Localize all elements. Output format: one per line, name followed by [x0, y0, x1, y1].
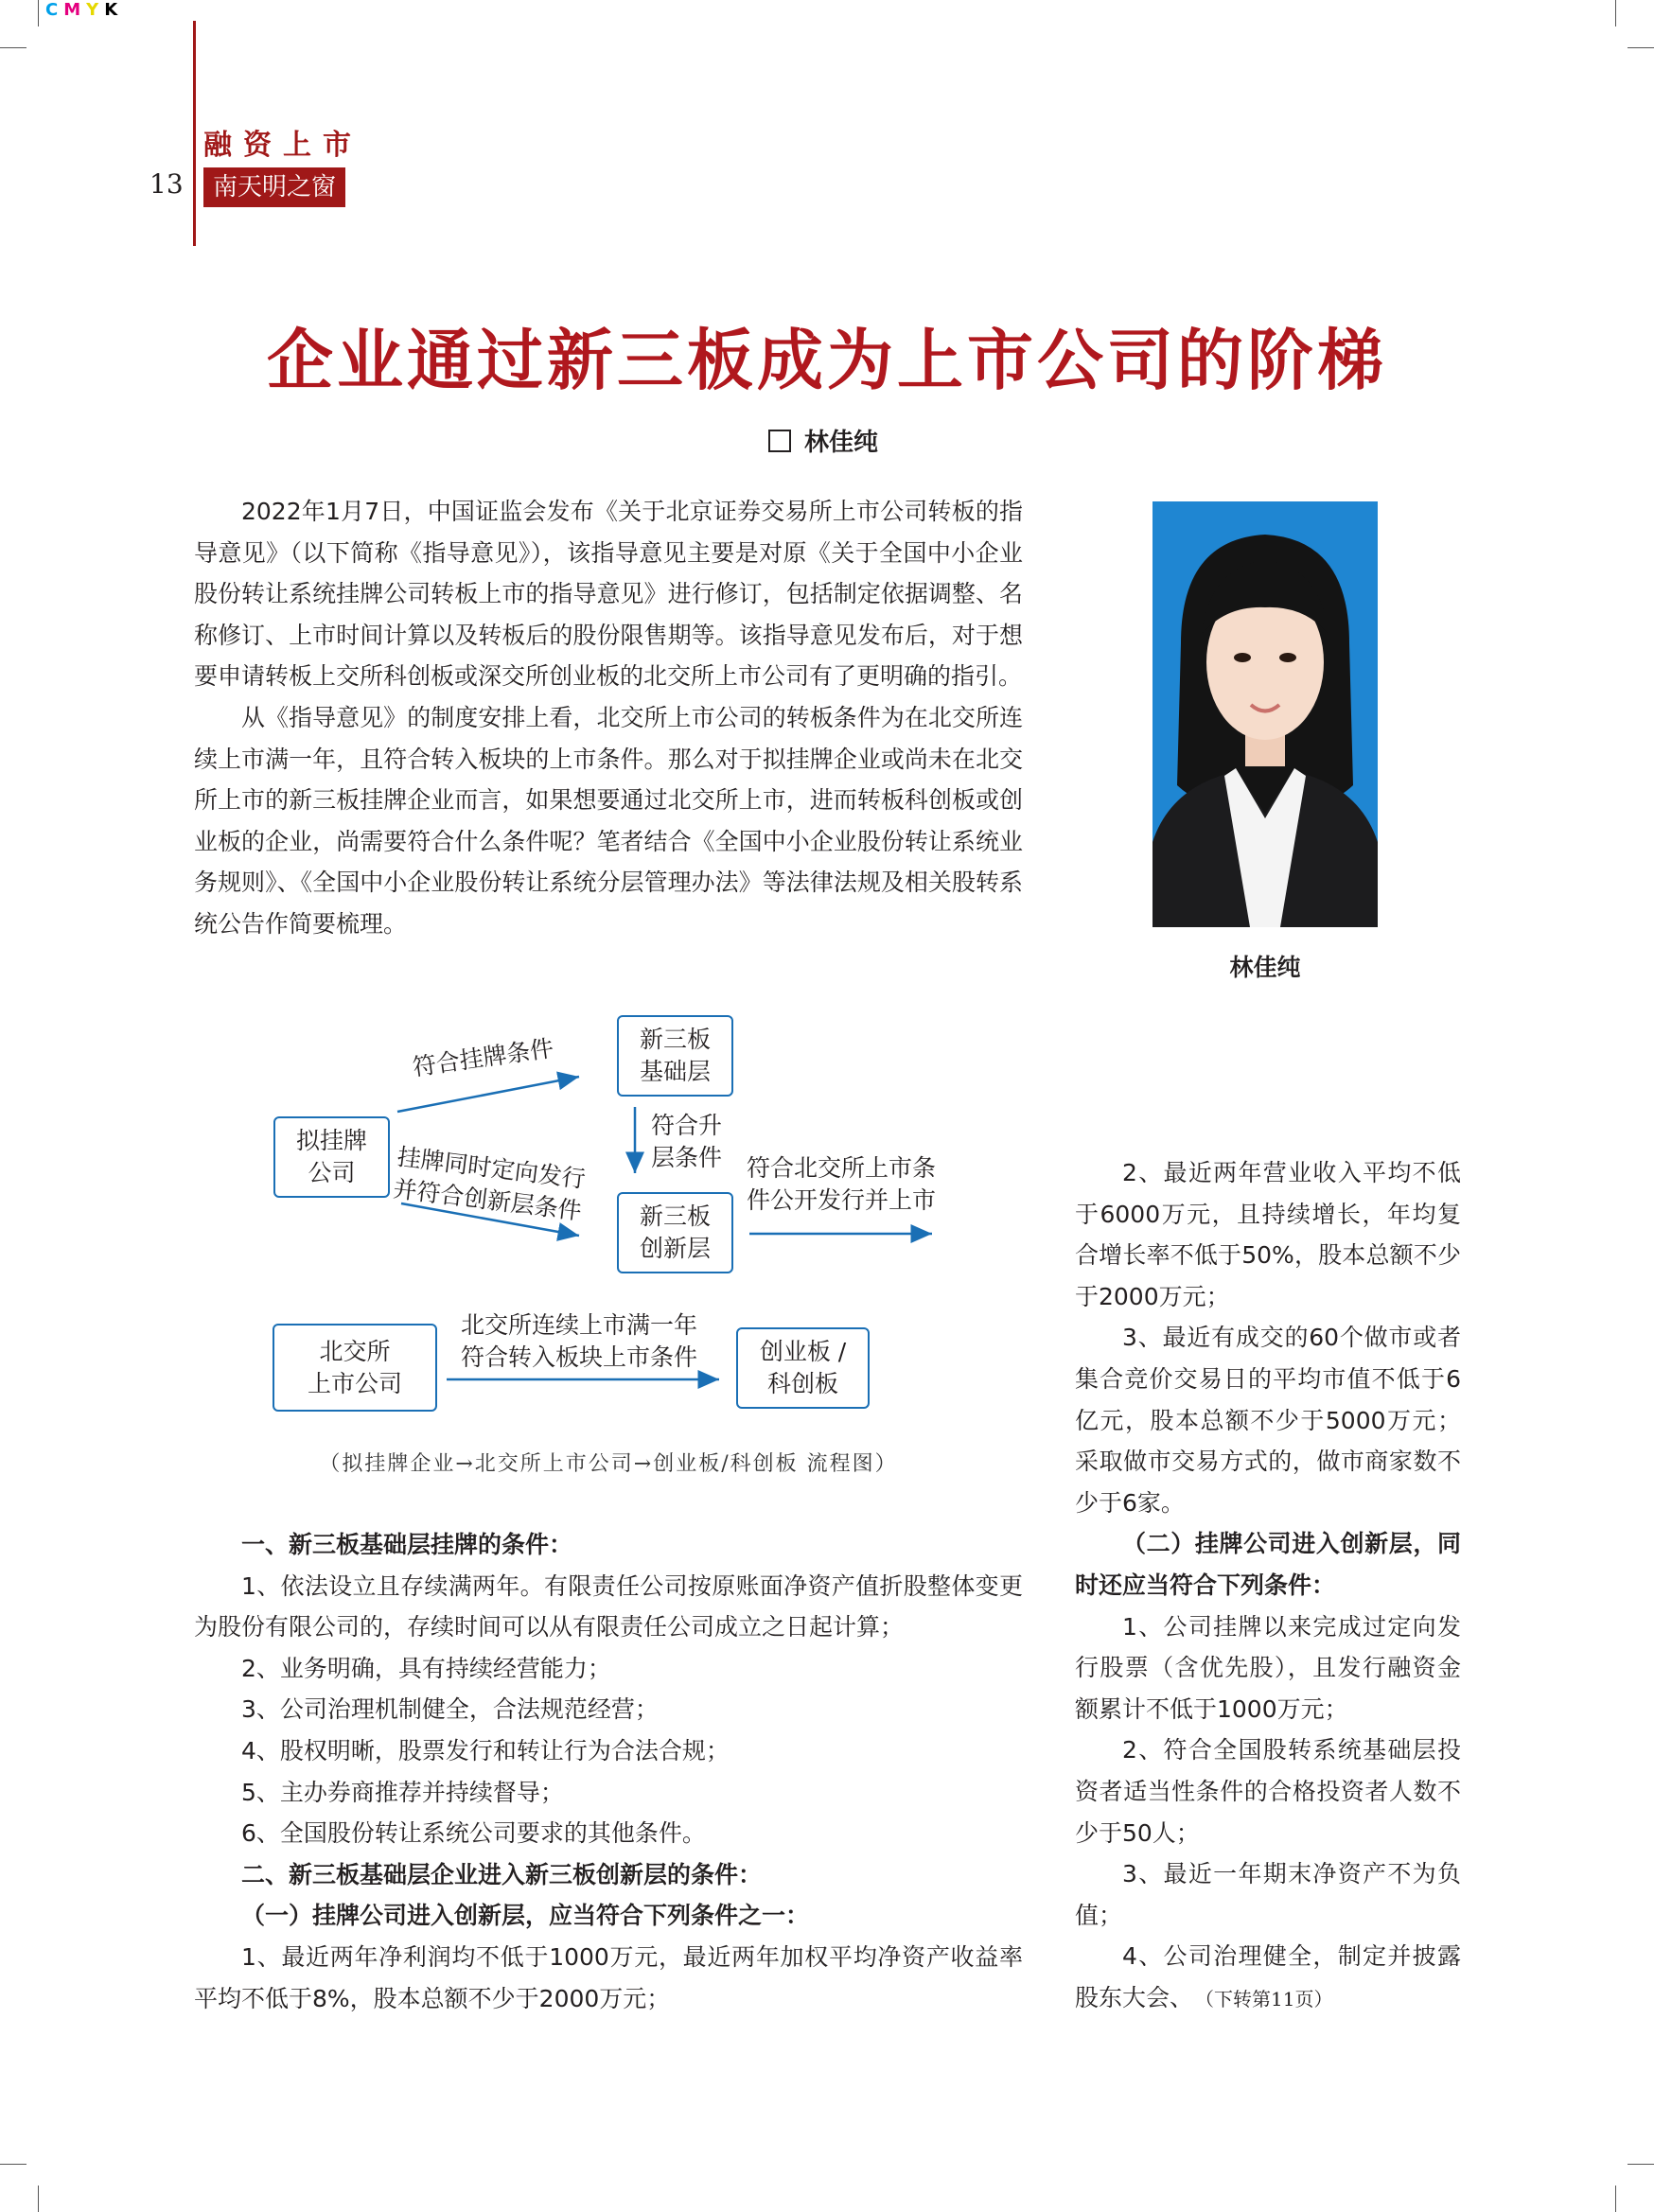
photo-caption: 林佳纯 — [1229, 954, 1301, 981]
node-target-board: 创业板 / 科创板 — [736, 1327, 870, 1409]
right-body-text — [1075, 1152, 1461, 2020]
node-bse-listed: 北交所 上市公司 — [273, 1324, 437, 1412]
edge-label-ipo: 符合北交所上市条 件公开发行并上市 — [747, 1154, 937, 1214]
section-label: 融资上市 — [203, 129, 362, 162]
edge-label-transfer: 北交所连续上市满一年 符合转入板块上市条件 — [461, 1311, 698, 1371]
heading-basic-tier: 一、新三板基础层挂牌的条件： — [241, 1531, 573, 1558]
body-paragraph: 2、业务明确，具有持续经营能力； — [241, 1654, 611, 1682]
magazine-badge: 南天明之窗 — [203, 167, 345, 207]
cmyk-y: Y — [86, 0, 105, 20]
body-paragraph: 4、股权明晰，股票发行和转让行为合法合规； — [241, 1736, 730, 1764]
edge-label-listing: 符合挂牌条件 — [411, 1034, 555, 1081]
cmyk-c: C — [45, 0, 64, 20]
edge-label-placement: 挂牌同时定向发行 并符合创新层条件 — [392, 1142, 588, 1225]
flow-caption: （拟挂牌企业→北交所上市公司→创业板/科创板 流程图） — [319, 1452, 898, 1476]
crop-mark — [1615, 2186, 1616, 2212]
intro-paragraph: 2022年1月7日，中国证监会发布《关于北京证券交易所上市公司转板的指导意见》（以下简称《指导意见》），该指导意见主要是对原《关于全国中小企业股份转让系统挂牌公司转板上市的指导意见》进行修订，包括制定依据调整、名称修订、上市时间计算以及转板后的股份限售期等。该指导意见发布后，对于想要申请转板上交所科创板或深交所创业板的北交所上市公司有了更明确的指引。 — [194, 498, 1023, 691]
subheading-conditions: （一）挂牌公司进入创新层，应当符合下列条件之一： — [241, 1902, 810, 1930]
heading-innovation-tier: 二、新三板基础层企业进入新三板创新层的条件： — [241, 1860, 763, 1888]
node-innovation-tier: 新三板 创新层 — [617, 1192, 733, 1273]
body-paragraph: 2、符合全国股转系统基础层投资者适当性条件的合格投资者人数不少于50人； — [1075, 1736, 1461, 1847]
body-paragraph: 5、主办券商推荐并持续督导； — [241, 1778, 564, 1806]
body-paragraph: 3、最近有成交的60个做市或者集合竞价交易日的平均市值不低于6亿元，股本总额不少于5000万元；采取做市交易方式的，做市商家数不少于6家。 — [1075, 1324, 1461, 1517]
edge-label-promote: 符合升 层条件 — [651, 1112, 723, 1171]
body-paragraph — [1075, 1936, 1461, 2020]
cmyk-m: M — [63, 0, 87, 20]
body-paragraph: 3、最近一年期末净资产不为负值； — [1075, 1860, 1461, 1929]
body-paragraph: 2、最近两年营业收入平均不低于6000万元，且持续增长，年均复合增长率不低于50%，股本总额不少于2000万元； — [1075, 1159, 1461, 1310]
crop-mark — [38, 2186, 39, 2212]
body-paragraph: 1、最近两年净利润均不低于1000万元，最近两年加权平均净资产收益率平均不低于8%，股本总额不少于2000万元； — [194, 1942, 1023, 2012]
body-paragraph: 6、全国股份转让系统公司要求的其他条件。 — [241, 1819, 706, 1848]
node-basic-tier: 新三板 基础层 — [617, 1015, 733, 1097]
body-paragraph: 1、依法设立且存续满两年。有限责任公司按原账面净资产值折股整体变更为股份有限公司的，存续时间可以从有限责任公司成立之日起计算； — [194, 1571, 1023, 1641]
body-paragraph: 3、公司治理机制健全，合法规范经营； — [241, 1695, 659, 1724]
subheading-additional-conditions: （二）挂牌公司进入创新层，同时还应当符合下列条件： — [1075, 1530, 1461, 1599]
node-proposed-company: 拟挂牌 公司 — [273, 1116, 390, 1198]
page-number: 13 — [150, 168, 184, 200]
continue-note: （下转第11页） — [1205, 1987, 1333, 2010]
cmyk-k: K — [104, 0, 124, 20]
author-name: 林佳纯 — [804, 429, 879, 457]
intro-paragraph: 从《指导意见》的制度安排上看，北交所上市公司的转板条件为在北交所连续上市满一年，且符合转入板块的上市条件。那么对于拟挂牌企业或尚未在北交所上市的新三板挂牌企业而言，如果想要通过北交所上市，进而转板科创板或创业板的企业，尚需要符合什么条件呢？笔者结合《全国中小企业股份转让系统业务规则》、《全国中小企业股份转让系统分层管理办法》等法律法规及相关股转系统公告作简要梳理。 — [194, 703, 1023, 938]
crop-mark — [1628, 2164, 1654, 2165]
left-body-text — [194, 1524, 1023, 2019]
body-paragraph: 1、公司挂牌以来完成过定向发行股票（含优先股），且发行融资金额累计不低于1000万元； — [1075, 1612, 1461, 1723]
article-title: 企业通过新三板成为上市公司的阶梯 — [267, 322, 1387, 399]
body-paragraph-text: 4、公司治理健全，制定并披露股东大会、 — [1075, 1942, 1461, 2011]
crop-mark — [0, 2164, 26, 2165]
